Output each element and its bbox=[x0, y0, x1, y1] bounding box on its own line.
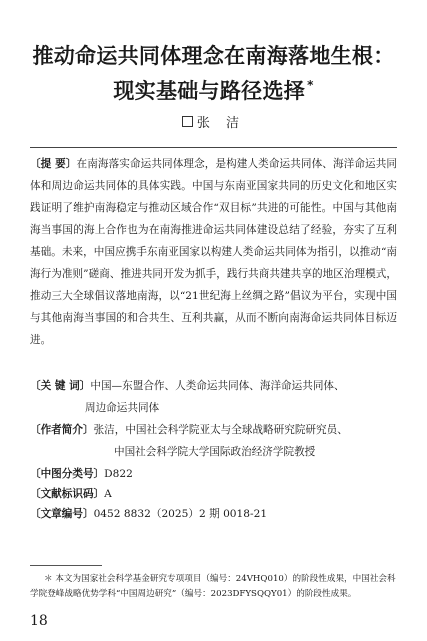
clc-value: D822 bbox=[104, 468, 133, 480]
keywords bbox=[30, 375, 397, 419]
document-code bbox=[30, 483, 397, 505]
clc-number bbox=[30, 463, 397, 485]
abstract-text: 在南海落实命运共同体理念，是构建人类命运共同体、海洋命运共同体和周边命运共同体的具体实践。中国与东南亚国家共同的历史文化和地区实践证明了维护南海稳定与推动区域合作“双目标”共进的可能性。中国与其他南海当事国的海上合作也为在南海推进命运共同体建设总结了经验，夯实了互利基础。未来，中国应携手东南亚国家以构建人类命运共同体为指引，以推动“南海行为准则”磋商、推进共同开发为抓手，践行共商共建共享的地区治理模式，推动三大全球倡议落地南海，以“21世纪海上丝绸之路”倡议为平台，实现中国与其他南海当事国的和合共生、互利共赢，从而不断向南海命运共同体目标迈进。 bbox=[30, 158, 397, 346]
abstract-top-rule bbox=[30, 147, 397, 148]
page-number: 18 bbox=[30, 613, 48, 629]
clc-label: 〔中图分类号〕 bbox=[30, 468, 105, 480]
author-info-label: 〔作者简介〕 bbox=[30, 424, 94, 436]
author-info bbox=[30, 419, 397, 463]
doc-value: A bbox=[104, 488, 112, 500]
keywords-line1: 中国—东盟合作、人类命运共同体、海洋命运共同体、 bbox=[90, 380, 345, 392]
abstract bbox=[30, 153, 397, 351]
article-title-line2 bbox=[0, 75, 427, 105]
title-footnote-mark: * bbox=[307, 78, 314, 92]
article-title-line1: 推动命运共同体理念在南海落地生根： bbox=[32, 44, 395, 68]
article-title-line2-text: 现实基础与路径选择 bbox=[113, 79, 306, 103]
footnote-rule bbox=[30, 565, 102, 566]
author-info-line2: 中国社会科学院大学国际政治经济学院教授 bbox=[114, 446, 316, 458]
article-number bbox=[30, 503, 397, 525]
author-box-icon bbox=[182, 116, 193, 127]
footnote: ＊ 本文为国家社会科学基金研究专项项目（编号：24VHQ010）的阶段性成果，中国社会科学院登峰战略优势学科“中国周边研究”（编号：2023DFYSQQY01）的阶段性成果。 bbox=[30, 574, 396, 599]
doc-label: 〔文献标识码〕 bbox=[30, 488, 105, 500]
keywords-label: 〔关 键 词〕 bbox=[30, 380, 91, 392]
author-info-line1: 张洁，中国社会科学院亚太与全球战略研究院研究员、 bbox=[93, 424, 348, 436]
article-value: 0452 8832（2025）2 期 0018-21 bbox=[93, 508, 268, 520]
abstract-label: 〔提 要〕 bbox=[30, 158, 77, 170]
author-name: 张 洁 bbox=[196, 116, 246, 131]
article-label: 〔文章编号〕 bbox=[30, 508, 94, 520]
keywords-line2: 周边命运共同体 bbox=[85, 402, 160, 414]
author-byline bbox=[0, 112, 427, 131]
